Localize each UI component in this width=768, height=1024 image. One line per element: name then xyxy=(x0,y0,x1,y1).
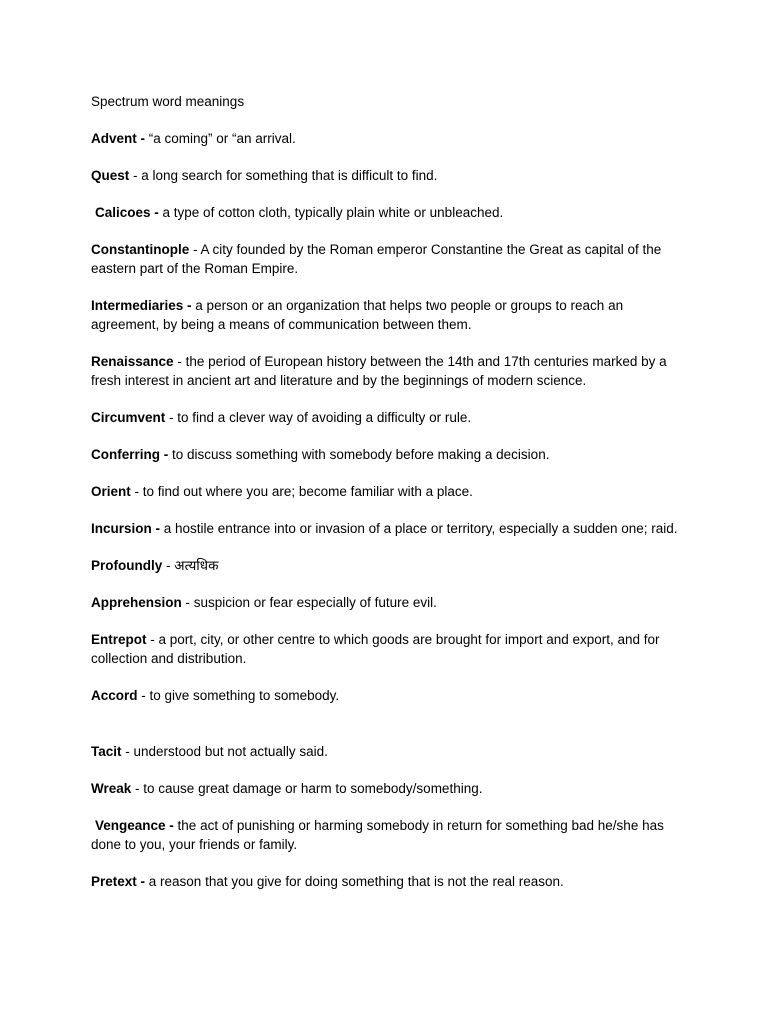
entry-term: Entrepot xyxy=(91,632,147,647)
entry-term: Apprehension xyxy=(91,595,182,610)
entry-term: Incursion - xyxy=(91,521,161,536)
entry-entrepot xyxy=(91,630,683,668)
entry-constantinople xyxy=(91,240,683,278)
entry-definition: a reason that you give for doing something that is not the real reason. xyxy=(145,874,564,889)
entry-separator: - xyxy=(189,242,201,257)
entry-advent xyxy=(91,129,683,148)
entry-term: Orient xyxy=(91,484,131,499)
entry-conferring xyxy=(91,445,683,464)
entry-definition: “a coming” or “an arrival. xyxy=(145,131,296,146)
entry-definition: a person or an organization that helps two people or groups to reach an agreement, by being a means of communication between them. xyxy=(91,298,624,332)
entry-definition: to give something to somebody. xyxy=(149,688,340,703)
entry-definition: अत्यधिक xyxy=(174,558,219,573)
entry-calicoes xyxy=(91,203,683,222)
entry-term: Conferring - xyxy=(91,447,169,462)
entry-separator: - xyxy=(137,688,150,703)
entry-definition: a hostile entrance into or invasion of a place or territory, especially a sudden one; raid. xyxy=(160,521,678,536)
entry-quest xyxy=(91,166,683,185)
entry-definition: to discuss something with somebody before making a decision. xyxy=(168,447,550,462)
entry-term: Calicoes - xyxy=(95,205,159,220)
entry-term: Vengeance - xyxy=(95,818,174,833)
entry-definition: a long search for something that is difficult to find. xyxy=(141,168,438,183)
entry-term: Accord xyxy=(91,688,138,703)
entry-separator: - xyxy=(165,410,178,425)
entry-orient xyxy=(91,482,683,501)
entry-definition: suspicion or fear especially of future evil. xyxy=(193,595,437,610)
entry-separator: - xyxy=(121,744,134,759)
entry-tacit xyxy=(91,742,683,761)
entry-term: Constantinople xyxy=(91,242,190,257)
document-title: Spectrum word meanings xyxy=(91,94,245,109)
entry-term: Advent - xyxy=(91,131,145,146)
document-body xyxy=(91,92,683,909)
entry-definition: the period of European history between the 14th and 17th centuries marked by a fresh interest in ancient art and literature and by the beginnings of modern science. xyxy=(91,354,667,388)
entry-separator: - xyxy=(181,595,194,610)
entry-accord xyxy=(91,686,683,705)
entry-separator: - xyxy=(146,632,159,647)
entry-profoundly xyxy=(91,556,683,575)
entry-wreak xyxy=(91,779,683,798)
entry-pretext xyxy=(91,872,683,891)
entry-definition: to find out where you are; become familiar with a place. xyxy=(142,484,473,499)
entry-term: Tacit xyxy=(91,744,122,759)
entry-definition: A city founded by the Roman emperor Constantine the Great as capital of the eastern part of the Roman Empire. xyxy=(91,242,662,276)
entry-intermediaries xyxy=(91,296,683,334)
entry-term: Profoundly xyxy=(91,558,163,573)
entry-apprehension xyxy=(91,593,683,612)
entry-separator: - xyxy=(131,781,144,796)
entry-renaissance xyxy=(91,352,683,390)
entry-term: Quest xyxy=(91,168,130,183)
entry-term: Wreak xyxy=(91,781,132,796)
entry-definition: the act of punishing or harming somebody in return for something bad he/she has done to you, your friends or family. xyxy=(91,818,664,852)
entry-definition: understood but not actually said. xyxy=(133,744,328,759)
entry-separator: - xyxy=(162,558,175,573)
entry-circumvent xyxy=(91,408,683,427)
entry-term: Intermediaries - xyxy=(91,298,192,313)
entry-separator: - xyxy=(130,484,143,499)
entry-term: Pretext - xyxy=(91,874,146,889)
entry-incursion xyxy=(91,519,683,538)
entry-separator: - xyxy=(129,168,142,183)
entry-vengeance xyxy=(91,816,683,854)
entry-definition: a port, city, or other centre to which goods are brought for import and export, and for collection and distribution. xyxy=(91,632,660,666)
entry-definition: a type of cotton cloth, typically plain white or unbleached. xyxy=(158,205,504,220)
entry-definition: to cause great damage or harm to somebody/something. xyxy=(143,781,483,796)
entry-term: Renaissance xyxy=(91,354,174,369)
entry-separator: - xyxy=(173,354,186,369)
entry-definition: to find a clever way of avoiding a difficulty or rule. xyxy=(177,410,472,425)
entry-term: Circumvent xyxy=(91,410,166,425)
